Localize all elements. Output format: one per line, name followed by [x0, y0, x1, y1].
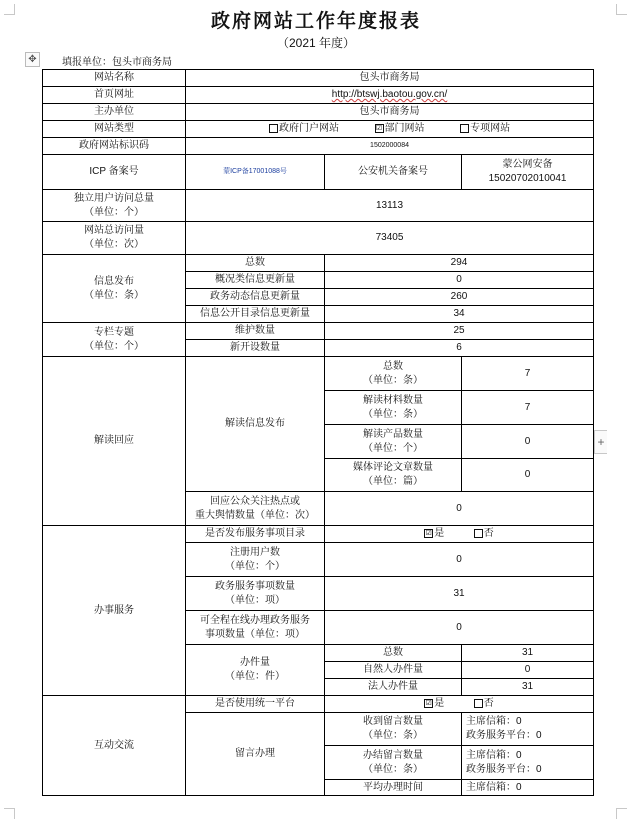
filler-unit: 填报单位：包头市商务局	[62, 57, 172, 68]
interpret-row-label: 媒体评论文章数量	[353, 462, 433, 473]
table-row	[43, 87, 594, 104]
page-corner-mark	[4, 808, 15, 819]
table-row	[43, 255, 594, 272]
site-url-label: 首页网址	[43, 87, 186, 104]
interpret-sub-label: 解读信息发布	[186, 357, 325, 492]
info-pub-row-label: 总数	[186, 255, 325, 272]
recv-msg-value-mailbox: 主席信箱：0	[466, 716, 522, 727]
uv-unit: （单位：个）	[84, 206, 144, 218]
interpret-row-label: 解读材料数量	[363, 394, 423, 406]
handle-row-label: 自然人办件量	[325, 662, 462, 679]
info-pub-row-label: 概况类信息更新量	[186, 272, 325, 289]
done-msg-value-mailbox: 主席信箱：0	[466, 749, 522, 761]
avg-time-value: 主席信箱：0	[462, 780, 594, 796]
column-row-label: 新开设数量	[186, 340, 325, 357]
icp-value: 蒙ICP备17001088号	[186, 155, 325, 190]
table-row	[43, 121, 594, 138]
info-pub-unit: （单位：条）	[84, 289, 144, 301]
info-pub-row-label: 政务动态信息更新量	[186, 289, 325, 306]
option-yes: 是	[434, 528, 445, 539]
table-row	[43, 70, 594, 87]
interpret-row-value: 0	[462, 459, 594, 492]
interpret-row-unit: （单位：个）	[363, 442, 423, 454]
interpret-label: 解读回应	[43, 357, 186, 526]
respond-label: 回应公众关注热点或	[210, 495, 300, 507]
option-no: 否	[483, 528, 494, 539]
info-pub-row-value: 0	[325, 272, 594, 289]
uv-value: 13113	[186, 190, 594, 222]
interpret-row-unit: （单位：篇）	[363, 476, 423, 487]
interpret-row-value: 0	[462, 425, 594, 459]
column-row-label: 维护数量	[186, 323, 325, 340]
reg-users-value: 0	[325, 543, 594, 577]
reg-users-label: 注册用户数	[230, 546, 280, 558]
table-row	[43, 323, 594, 340]
info-pub-row-value: 260	[325, 289, 594, 306]
site-code-label: 政府网站标识码	[43, 138, 186, 155]
respond-unit: 重大舆情数量（单位：次）	[195, 509, 315, 521]
column-unit: （单位：个）	[84, 340, 144, 352]
site-name-value: 包头市商务局	[186, 70, 594, 87]
checkbox-yes-checked[interactable]: ☑	[425, 529, 432, 537]
host-value: 包头市商务局	[186, 104, 594, 121]
report-year: （2021 年度）	[276, 36, 356, 50]
interpret-row-unit: （单位：条）	[363, 374, 423, 386]
handle-row-label: 总数	[325, 645, 462, 662]
site-name-label: 网站名称	[43, 70, 186, 87]
info-pub-label: 信息发布	[94, 275, 134, 287]
info-pub-row-label: 信息公开目录信息更新量	[186, 306, 325, 323]
report-table	[42, 69, 594, 796]
service-items-value: 31	[325, 577, 594, 611]
option-platform-no: 否	[483, 698, 494, 709]
uv-label: 独立用户访问总量	[74, 192, 154, 204]
table-row	[43, 526, 594, 543]
add-column-icon[interactable]: +	[594, 430, 607, 454]
option-platform-yes: 是	[434, 698, 445, 709]
done-msg-label: 办结留言数量	[363, 749, 423, 761]
column-row-value: 6	[325, 340, 594, 357]
icp-label: ICP 备案号	[43, 155, 186, 190]
checkbox-platform-yes-checked[interactable]: ☑	[425, 699, 432, 707]
pv-label: 网站总访问量	[84, 225, 144, 236]
handle-row-value: 31	[462, 645, 594, 662]
service-publish-label: 是否发布服务事项目录	[186, 526, 325, 543]
info-pub-row-value: 294	[325, 255, 594, 272]
service-items-label: 政务服务事项数量	[215, 580, 295, 592]
site-type-label: 网站类型	[43, 121, 186, 138]
avg-time-label: 平均办理时间	[325, 780, 462, 796]
table-row	[43, 696, 594, 713]
online-items-unit: 事项数量（单位：项）	[205, 628, 305, 640]
pv-unit: （单位：次）	[84, 239, 144, 250]
table-row	[43, 357, 594, 391]
pv-value: 73405	[186, 222, 594, 255]
table-move-handle-icon[interactable]: ✥	[25, 52, 40, 67]
checkbox-department-checked[interactable]: ☑	[375, 124, 383, 132]
police-label: 公安机关备案号	[325, 155, 462, 190]
host-label: 主办单位	[43, 104, 186, 121]
table-row	[43, 190, 594, 222]
checkbox-special[interactable]	[460, 124, 469, 133]
handle-row-value: 0	[462, 662, 594, 679]
checkbox-platform-no[interactable]	[474, 699, 483, 708]
interpret-row-unit: （单位：条）	[363, 408, 423, 420]
table-row	[43, 104, 594, 121]
interpret-row-value: 7	[462, 357, 594, 391]
respond-value: 0	[325, 492, 594, 526]
interpret-row-label: 解读产品数量	[363, 428, 423, 440]
checkbox-no[interactable]	[474, 529, 483, 538]
interaction-label: 互动交流	[43, 696, 186, 796]
service-label: 办事服务	[43, 526, 186, 696]
checkbox-portal[interactable]	[269, 124, 278, 133]
option-portal: 政府门户网站	[278, 123, 339, 134]
handle-row-value: 31	[462, 679, 594, 696]
recv-msg-label: 收到留言数量	[363, 716, 423, 727]
table-row	[43, 138, 594, 155]
table-row	[43, 222, 594, 255]
report-title: 政府网站工作年度报表	[210, 11, 421, 32]
recv-msg-value-platform: 政务服务平台：0	[466, 730, 542, 741]
police-value-line1: 蒙公网安备	[502, 159, 553, 170]
platform-label: 是否使用统一平台	[186, 696, 325, 713]
interpret-row-label: 总数	[383, 360, 403, 372]
option-department: 部门网站	[384, 123, 425, 134]
recv-msg-unit: （单位：条）	[363, 730, 423, 741]
site-code-value: 1502000084	[186, 138, 594, 155]
option-special: 专项网站	[470, 123, 511, 134]
handle-label: 办件量	[240, 657, 270, 668]
handle-row-label: 法人办件量	[325, 679, 462, 696]
column-row-value: 25	[325, 323, 594, 340]
reg-users-unit: （单位：个）	[225, 560, 285, 572]
done-msg-value-platform: 政务服务平台：0	[466, 763, 542, 775]
table-row	[43, 155, 594, 190]
handle-unit: （单位：件）	[225, 671, 285, 682]
interpret-row-value: 7	[462, 391, 594, 425]
online-items-value: 0	[325, 611, 594, 645]
column-label: 专栏专题	[94, 326, 134, 338]
site-url-link[interactable]: http://btswj.baotou.gov.cn/	[331, 89, 448, 100]
info-pub-row-value: 34	[325, 306, 594, 323]
online-items-label: 可全程在线办理政务服务	[200, 614, 310, 626]
police-value-line2: 15020702010041	[488, 173, 567, 184]
page-corner-mark	[616, 808, 627, 819]
message-handle-label: 留言办理	[186, 713, 325, 796]
service-items-unit: （单位：项）	[225, 594, 285, 606]
done-msg-unit: （单位：条）	[363, 763, 423, 775]
